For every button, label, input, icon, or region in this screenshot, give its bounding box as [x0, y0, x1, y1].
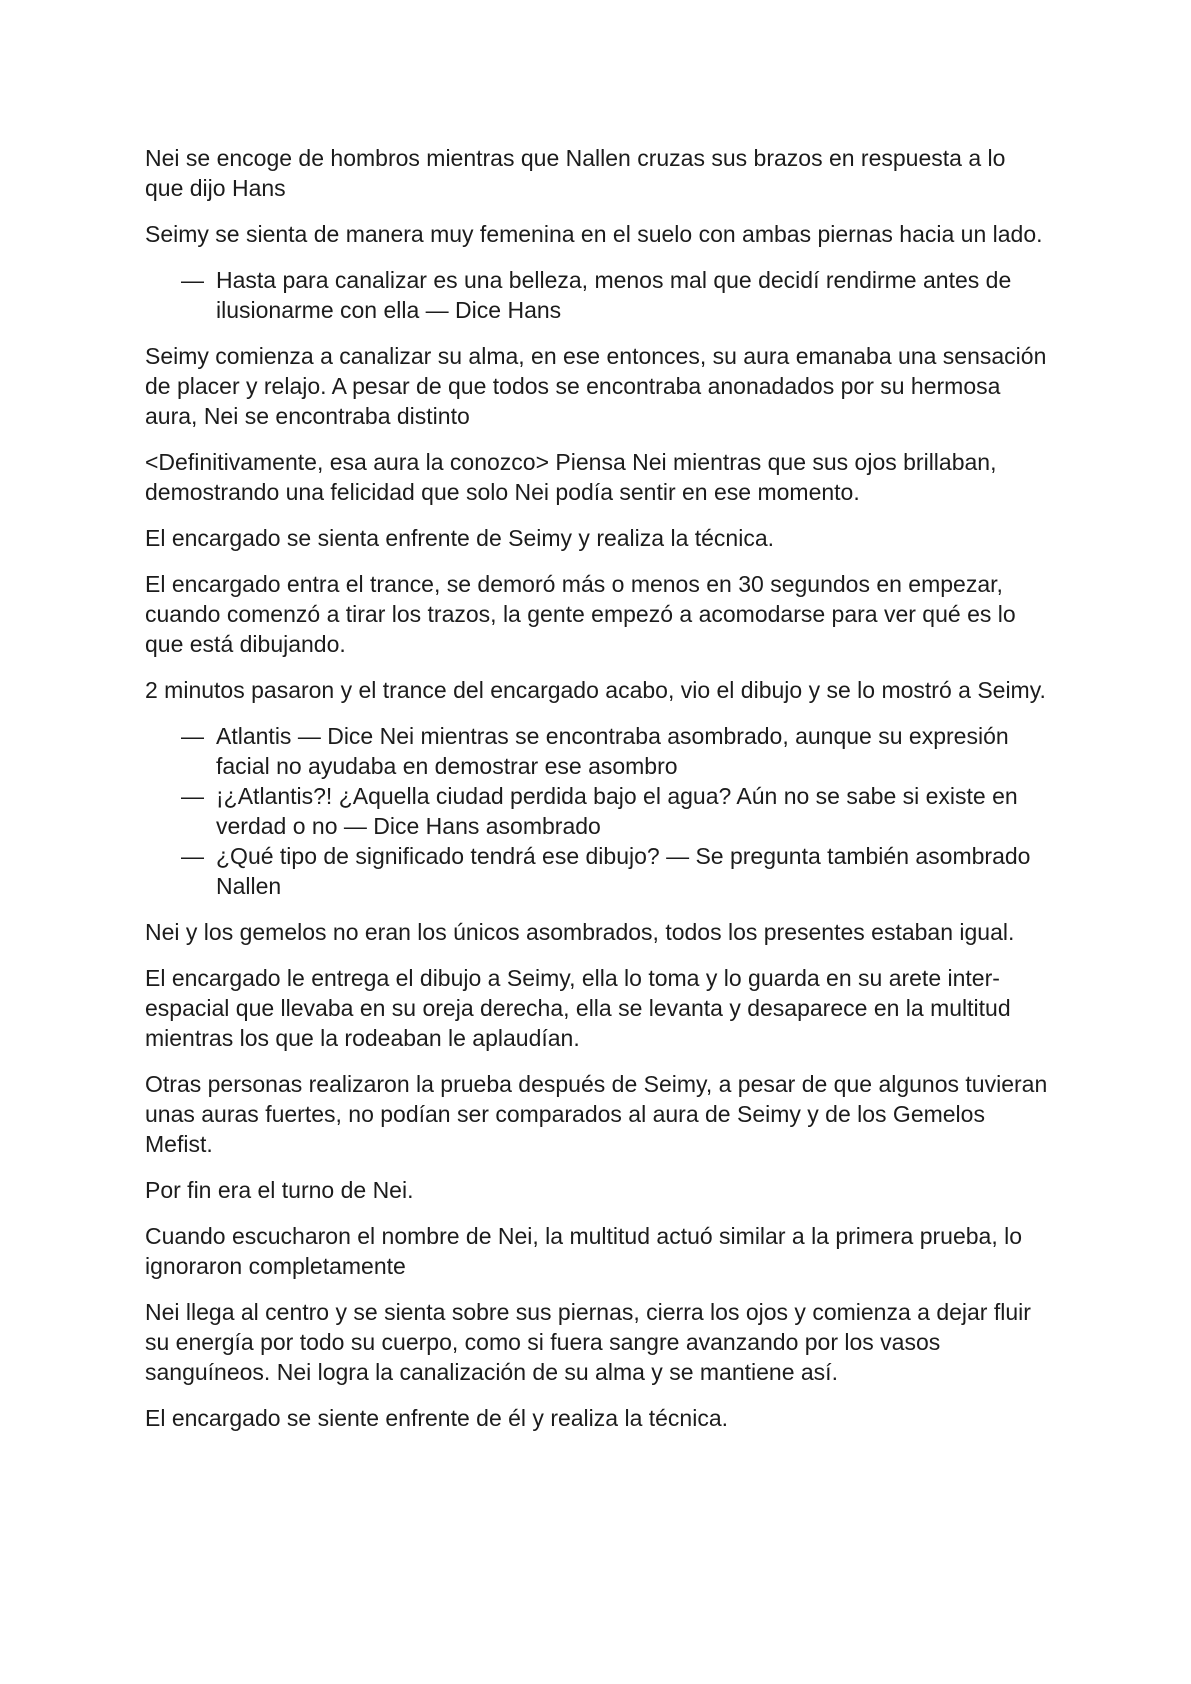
dialogue-line — [145, 721, 1050, 781]
dialogue-text: ¡¿Atlantis?! ¿Aquella ciudad perdida bajo el agua? Aún no se sabe si existe en verdad o no — Dice Hans asombrado — [216, 783, 1018, 839]
paragraph: Seimy se sienta de manera muy femenina en el suelo con ambas piernas hacia un lado. — [145, 221, 1043, 247]
dialogue-list — [145, 721, 1050, 901]
paragraph: Otras personas realizaron la prueba después de Seimy, a pesar de que algunos tuvieran unas auras fuertes, no podían ser comparados al aura de Seimy y de los Gemelos Mefist. — [145, 1071, 1048, 1157]
dialogue-text: ¿Qué tipo de significado tendrá ese dibujo? — Se pregunta también asombrado Nallen — [216, 843, 1031, 899]
paragraph: Nei llega al centro y se sienta sobre sus piernas, cierra los ojos y comienza a dejar fluir su energía por todo su cuerpo, como si fuera sangre avanzando por los vasos sanguíneos. Nei logra la canalización de su alma y se mantiene así. — [145, 1299, 1031, 1385]
dash-marker: — — [181, 723, 204, 749]
dialogue-line — [145, 841, 1050, 901]
paragraph: El encargado se sienta enfrente de Seimy y realiza la técnica. — [145, 525, 775, 551]
dialogue-text: Hasta para canalizar es una belleza, menos mal que decidí rendirme antes de ilusionarme con ella — Dice Hans — [216, 267, 1012, 323]
dash-marker: — — [181, 843, 204, 869]
paragraph: 2 minutos pasaron y el trance del encargado acabo, vio el dibujo y se lo mostró a Seimy. — [145, 677, 1046, 703]
paragraph: El encargado entra el trance, se demoró más o menos en 30 segundos en empezar, cuando comenzó a tirar los trazos, la gente empezó a acomodarse para ver qué es lo que está dibujando. — [145, 571, 1016, 657]
paragraph: <Definitivamente, esa aura la conozco> Piensa Nei mientras que sus ojos brillaban, demostrando una felicidad que solo Nei podía sentir en ese momento. — [145, 449, 997, 505]
dash-marker: — — [181, 267, 204, 293]
dialogue-list — [145, 265, 1050, 325]
paragraph: Nei y los gemelos no eran los únicos asombrados, todos los presentes estaban igual. — [145, 919, 1015, 945]
dialogue-text: Atlantis — Dice Nei mientras se encontraba asombrado, aunque su expresión facial no ayudaba en demostrar ese asombro — [216, 723, 1009, 779]
document-page — [145, 143, 1050, 1449]
paragraph: Por fin era el turno de Nei. — [145, 1177, 414, 1203]
dialogue-line — [145, 265, 1050, 325]
dialogue-line — [145, 781, 1050, 841]
paragraph: El encargado le entrega el dibujo a Seimy, ella lo toma y lo guarda en su arete inter-espacial que llevaba en su oreja derecha, ella se levanta y desaparece en la multitud mientras los que la rodeaban le aplaudían. — [145, 965, 1011, 1051]
paragraph: Seimy comienza a canalizar su alma, en ese entonces, su aura emanaba una sensación de placer y relajo. A pesar de que todos se encontraba anonadados por su hermosa aura, Nei se encontraba distinto — [145, 343, 1047, 429]
paragraph: Cuando escucharon el nombre de Nei, la multitud actuó similar a la primera prueba, lo ignoraron completamente — [145, 1223, 1023, 1279]
paragraph: El encargado se siente enfrente de él y realiza la técnica. — [145, 1405, 729, 1431]
dash-marker: — — [181, 783, 204, 809]
paragraph: Nei se encoge de hombros mientras que Nallen cruzas sus brazos en respuesta a lo que dijo Hans — [145, 145, 1006, 201]
